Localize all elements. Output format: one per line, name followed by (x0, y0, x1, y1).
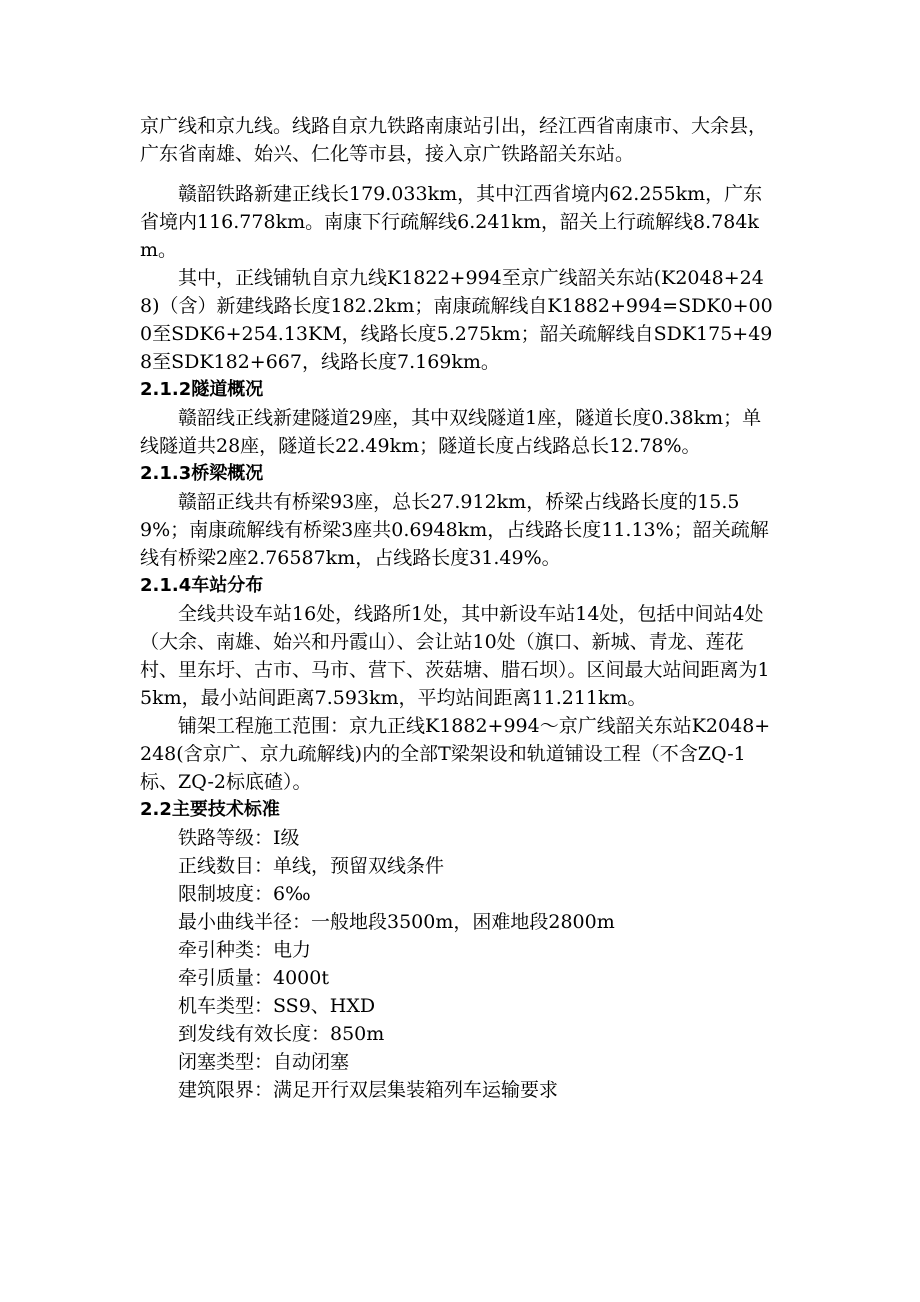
standard-ruling-gradient: 限制坡度：6‰ (178, 883, 311, 905)
section-heading-tunnels: 2.1.2隧道概况 (140, 379, 264, 400)
stations-paragraph: 全线共设车站16处，线路所1处，其中新设车站14处，包括中间站4处（大余、南雄、始兴和丹霞山）、会让站10处（旗口、新城、青龙、莲花村、里东圩、古市、马市、营下、茨菇塘、腊石坝）。区间最大站间距离为15km，最小站间距离7.593km，平均站间距离11.211km。 (140, 603, 770, 709)
standards-list (140, 824, 780, 1104)
standard-clearance: 建筑限界：满足开行双层集装箱列车运输要求 (178, 1079, 559, 1101)
line-length-paragraph: 赣韶铁路新建正线长179.033km，其中江西省境内62.255km，广东省境内116.778km。南康下行疏解线6.241km，韶关上行疏解线8.784km。 (140, 183, 763, 261)
standard-traction-mass: 牵引质量：4000t (178, 967, 329, 989)
tunnels-paragraph: 赣韶线正线新建隧道29座，其中双线隧道1座，隧道长度0.38km；单线隧道共28座，隧道长22.49km；隧道长度占线路总长12.78%。 (140, 407, 762, 457)
bridges-paragraph: 赣韶正线共有桥梁93座，总长27.912km，桥梁占线路长度的15.59%；南康疏解线有桥梁3座共0.6948km，占线路长度11.13%；韶关疏解线有桥梁2座2.76587km，占线路长度31.49%。 (140, 491, 769, 569)
section-heading-stations: 2.1.4车站分布 (140, 575, 264, 596)
intro-paragraph: 京广线和京九线。线路自京九铁路南康站引出，经江西省南康市、大余县，广东省南雄、始兴、仁化等市县，接入京广铁路韶关东站。 (140, 115, 768, 165)
track-laying-paragraph: 其中，正线铺轨自京九线K1822+994至京广线韶关东站(K2048+248)（含）新建线路长度182.2km；南康疏解线自K1882+994=SDK0+000至SDK6+254.13KM，线路长度5.275km；韶关疏解线自SDK175+498至SDK182+667，线路长度7.169km。 (140, 267, 773, 373)
standard-railway-grade: 铁路等级：Ⅰ级 (178, 827, 300, 849)
standard-locomotive-type: 机车类型：SS9、HXD (178, 995, 376, 1017)
standard-main-line-count: 正线数目：单线，预留双线条件 (178, 855, 445, 877)
standard-block-type: 闭塞类型：自动闭塞 (178, 1051, 350, 1073)
section-heading-standards: 2.2主要技术标准 (140, 799, 280, 820)
standard-traction-type: 牵引种类：电力 (178, 939, 312, 961)
standard-siding-length: 到发线有效长度：850m (178, 1023, 385, 1045)
section-heading-bridges: 2.1.3桥梁概况 (140, 463, 264, 484)
standard-min-curve-radius: 最小曲线半径：一般地段3500m，困难地段2800m (178, 911, 615, 933)
construction-scope-paragraph: 铺架工程施工范围：京九正线K1882+994～京广线韶关东站K2048+248(含京广、京九疏解线)内的全部T梁架设和轨道铺设工程（不含ZQ-1标、ZQ-2标底碴）。 (140, 715, 771, 793)
document-page (140, 112, 780, 1104)
